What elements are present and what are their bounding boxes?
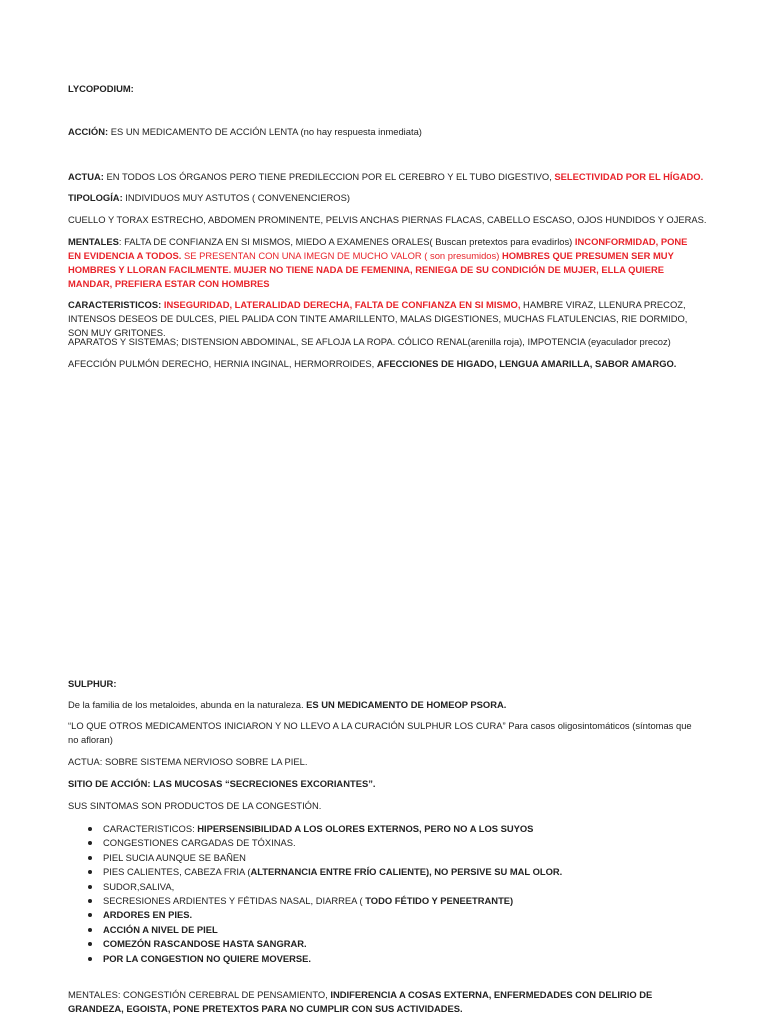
bullet-icon bbox=[88, 885, 92, 889]
mentales-text: : FALTA DE CONFIANZA EN SI MISMOS, MIEDO A EXAMENES ORALES( Buscan pretextos para evadirlos) bbox=[118, 236, 575, 247]
afeccion-bold: AFECCIONES DE HIGADO, LENGUA AMARILLA, SABOR AMARGO. bbox=[376, 358, 677, 369]
bullet-icon bbox=[88, 870, 92, 874]
mentales-red-1: INCONFORMIDAD, PONE EN EVIDENCIA A TODOS. bbox=[68, 236, 688, 261]
sulphur-bullet-list bbox=[68, 822, 700, 966]
afeccion-text: AFECCIÓN PULMÓN DERECHO, HERNIA INGINAL, HERMORROIDES, bbox=[68, 358, 377, 369]
caracteristicos-text: HAMBRE VIRAZ, LLENURA PRECOZ, INTENSOS DESEOS DE DULCES, PIEL PALIDA CON TINTE AMARILLENTO, MALAS DIGESTIONES, MUCHAS FLATULENCIAS, RIE DORMIDO, SON MUY GRITONES. bbox=[68, 299, 688, 338]
tipologia-label: TIPOLOGÍA: bbox=[68, 192, 123, 203]
lycopodium-cuello: CUELLO Y TORAX ESTRECHO, ABDOMEN PROMINENTE, PELVIS ANCHAS PIERNAS FLACAS, CABELLO ESCASO, OJOS HUNDIDOS Y OJERAS. bbox=[68, 214, 707, 225]
mentales-red-3: HOMBRES QUE PRESUMEN SER MUY HOMBRES Y LLORAN FACILMENTE. MUJER NO TIENE NADA DE FEMENINA, RENIEGA DE SU CONDICIÓN DE MUJER, ELLA QUIERE MANDAR, PREFIERA ESTAR CON HOMBRES bbox=[68, 250, 674, 289]
caracteristicos-red: INSEGURIDAD, LATERALIDAD DERECHA, FALTA DE CONFIANZA EN SI MISMO, bbox=[161, 299, 521, 310]
familia-bold: ES UN MEDICAMENTO DE HOMEOP PSORA. bbox=[306, 699, 507, 710]
actua-text: EN TODOS LOS ÓRGANOS PERO TIENE PREDILECCION POR EL CEREBRO Y EL TUBO DIGESTIVO, bbox=[103, 171, 555, 182]
list-item: ARDORES EN PIES. bbox=[68, 908, 700, 922]
bullet-icon bbox=[88, 913, 92, 917]
sulphur-title: SULPHUR: bbox=[68, 678, 117, 689]
lycopodium-aparatos: APARATOS Y SISTEMAS; DISTENSION ABDOMINAL, SE AFLOJA LA ROPA. CÓLICO RENAL(arenilla roja), IMPOTENCIA (eyaculador precoz) bbox=[68, 336, 671, 347]
accion-text: ES UN MEDICAMENTO DE ACCIÓN LENTA (no hay respuesta inmediata) bbox=[108, 126, 422, 137]
bullet-icon bbox=[88, 928, 92, 932]
bullet-icon bbox=[88, 957, 92, 961]
sulphur-actua: ACTUA: SOBRE SISTEMA NERVIOSO SOBRE LA PIEL. bbox=[68, 756, 308, 767]
list-item: PIES CALIENTES, CABEZA FRIA (ALTERNANCIA ENTRE FRÍO CALIENTE), NO PERSIVE SU MAL OLOR. bbox=[68, 865, 700, 879]
sulphur-mentales bbox=[68, 988, 700, 1016]
list-item: CARACTERISTICOS: HIPERSENSIBILIDAD A LOS OLORES EXTERNOS, PERO NO A LOS SUYOS bbox=[68, 822, 700, 836]
lycopodium-caracteristicos bbox=[68, 298, 700, 340]
mentales-red-2: SE PRESENTAN CON UNA IMEGN DE MUCHO VALOR ( son presumidos) bbox=[181, 250, 502, 261]
tipologia-text: INDIVIDUOS MUY ASTUTOS ( CONVENENCIEROS) bbox=[122, 192, 350, 203]
list-item: POR LA CONGESTION NO QUIERE MOVERSE. bbox=[68, 952, 700, 966]
bullet-icon bbox=[88, 899, 92, 903]
actua-highlight: SELECTIVIDAD POR EL HÍGADO. bbox=[554, 171, 704, 182]
list-item: ACCIÓN A NIVEL DE PIEL bbox=[68, 923, 700, 937]
actua-label: ACTUA: bbox=[68, 171, 104, 182]
list-item: CONGESTIONES CARGADAS DE TÓXINAS. bbox=[68, 836, 700, 850]
lycopodium-title: LYCOPODIUM: bbox=[68, 83, 134, 94]
mentales-label: MENTALES bbox=[68, 236, 119, 247]
bullet-icon bbox=[88, 841, 92, 845]
sulphur-mentales-bold: INDIFERENCIA A COSAS EXTERNA, ENFERMEDADES CON DELIRIO DE GRANDEZA, EGOISTA, PONE PRETEXTOS PARA NO CUMPLIR CON SUS ACTIVIDADES. bbox=[68, 989, 653, 1014]
sulphur-mentales-text: MENTALES: CONGESTIÓN CEREBRAL DE PENSAMIENTO, bbox=[68, 989, 331, 1000]
list-item: COMEZÓN RASCANDOSE HASTA SANGRAR. bbox=[68, 937, 700, 951]
bullet-icon bbox=[88, 827, 92, 831]
lycopodium-mentales bbox=[68, 235, 700, 291]
accion-label: ACCIÓN: bbox=[68, 126, 109, 137]
lycopodium-accion bbox=[68, 125, 700, 139]
list-item: SUDOR,SALIVA, bbox=[68, 880, 700, 894]
list-item: SECRESIONES ARDIENTES Y FÉTIDAS NASAL, DIARREA ( TODO FÉTIDO Y PENEETRANTE) bbox=[68, 894, 700, 908]
lycopodium-afeccion bbox=[68, 357, 700, 371]
list-item: PIEL SUCIA AUNQUE SE BAÑEN bbox=[68, 851, 700, 865]
sulphur-sintomas: SUS SINTOMAS SON PRODUCTOS DE LA CONGESTIÓN. bbox=[68, 800, 322, 811]
lycopodium-actua bbox=[68, 170, 704, 184]
lycopodium-tipologia bbox=[68, 191, 700, 205]
caracteristicos-label: CARACTERISTICOS: bbox=[68, 299, 162, 310]
familia-text: De la familia de los metaloides, abunda en la naturaleza. bbox=[68, 699, 307, 710]
sulphur-sitio: SITIO DE ACCIÓN: LAS MUCOSAS “SECRECIONES EXCORIANTES”. bbox=[68, 778, 376, 789]
sulphur-cita: “LO QUE OTROS MEDICAMENTOS INICIARON Y NO LLEVO A LA CURACIÓN SULPHUR LOS CURA” Para casos oligosintomáticos (síntomas que no afloran) bbox=[68, 720, 692, 745]
bullet-icon bbox=[88, 856, 92, 860]
bullet-icon bbox=[88, 942, 92, 946]
sulphur-familia bbox=[68, 698, 700, 712]
